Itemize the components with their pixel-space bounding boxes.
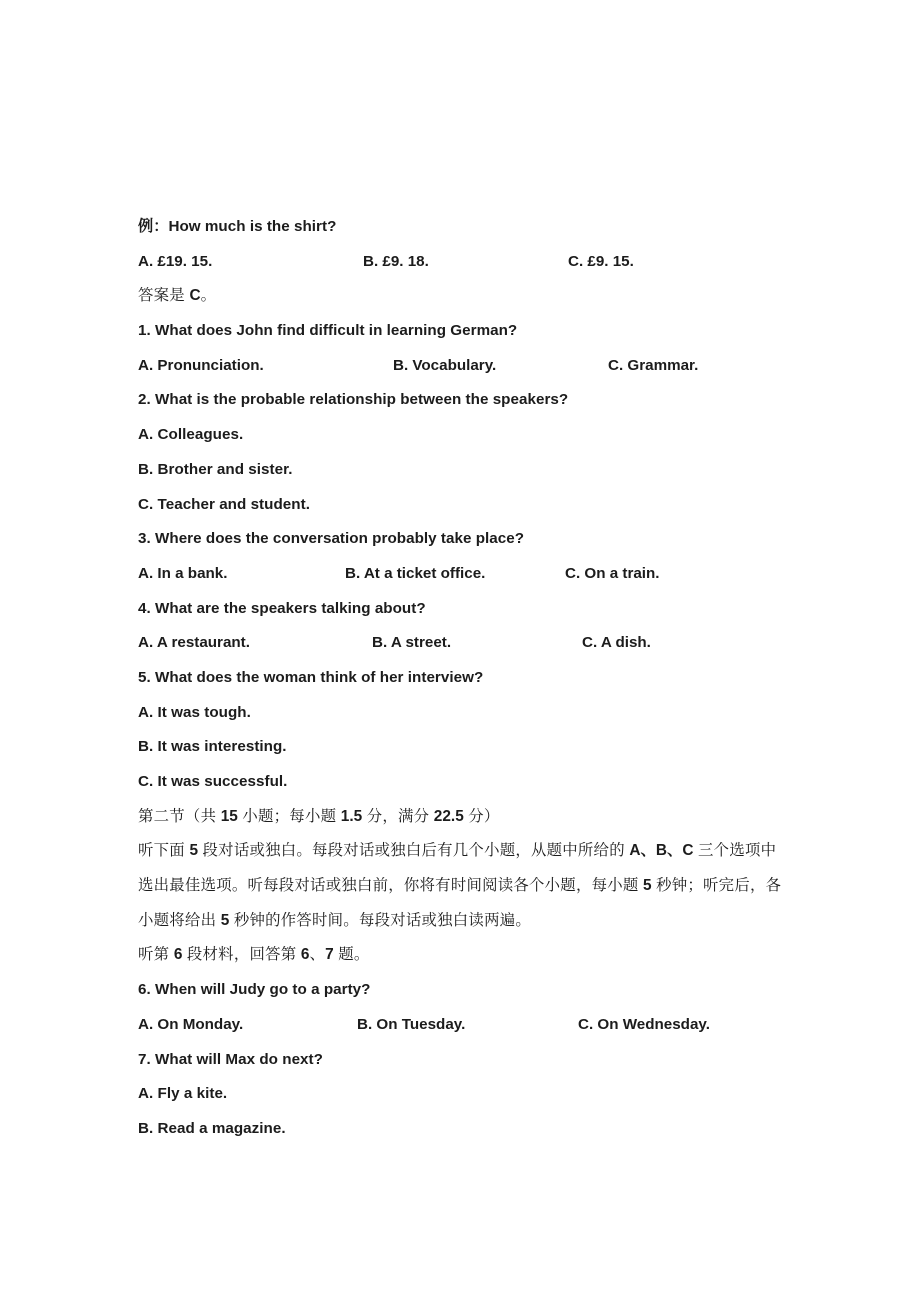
example-answer-line: 答案是 C。: [138, 287, 217, 305]
example-prompt: 例：How much is the shirt?: [138, 218, 337, 235]
section-two-heading: 第二节（共 15 小题；每小题 1.5 分，满分 22.5 分）: [138, 807, 500, 825]
section-two-instructions: 听下面 5 段对话或独白。每段对话或独白后有几个小题，从题中所给的 A、B、C 三个选项中选出最佳选项。听每段对话或独白前，你将有时间阅读各个小题，每小题 5 秒钟；听完后，各小题将给出 5 秒钟的作答时间。每段对话或独白读两遍。: [138, 842, 782, 929]
example-option-c: C. £9. 15.: [568, 252, 634, 270]
question-5-option-c: C. It was successful.: [138, 773, 288, 790]
question-3-option-a: A. In a bank.: [138, 564, 228, 582]
question-5-option-b: B. It was interesting.: [138, 738, 287, 756]
question-4-options-row: [138, 626, 798, 661]
question-1-option-a: A. Pronunciation.: [138, 356, 264, 374]
example-option-a: A. £19. 15.: [138, 252, 213, 270]
question-1-stem: 1. What does John find difficult in learning German?: [138, 322, 518, 340]
question-2-option-a: A. Colleagues.: [138, 426, 244, 444]
question-6-option-c: C. On Wednesday.: [578, 1015, 710, 1033]
question-5-stem: 5. What does the woman think of her interview?: [138, 668, 484, 686]
question-2-stem: 2. What is the probable relationship between the speakers?: [138, 391, 569, 409]
question-6-option-a: A. On Monday.: [138, 1015, 244, 1033]
question-6-options-row: [138, 1008, 798, 1043]
question-7-option-b: B. Read a magazine.: [138, 1119, 286, 1137]
question-6-option-b: B. On Tuesday.: [357, 1015, 466, 1033]
question-3-option-c: C. On a train.: [565, 564, 660, 582]
question-4-option-a: A. A restaurant.: [138, 634, 250, 652]
question-7-stem: 7. What will Max do next?: [138, 1050, 323, 1068]
question-1-option-b: B. Vocabulary.: [393, 356, 497, 374]
question-6-stem: 6. When will Judy go to a party?: [138, 981, 371, 999]
material-cue-6-7: 听第 6 段材料，回答第 6、7 题。: [138, 946, 370, 964]
question-7-option-a: A. Fly a kite.: [138, 1085, 228, 1103]
question-2-option-b: B. Brother and sister.: [138, 460, 293, 478]
example-option-b: B. £9. 18.: [363, 252, 429, 270]
question-1-option-c: C. Grammar.: [608, 356, 699, 374]
question-2-option-c: C. Teacher and student.: [138, 495, 310, 513]
question-1-options-row: [138, 349, 798, 384]
question-3-option-b: B. At a ticket office.: [345, 564, 486, 582]
example-options-row: [138, 245, 798, 280]
question-4-stem: 4. What are the speakers talking about?: [138, 599, 426, 617]
question-3-stem: 3. Where does the conversation probably take place?: [138, 530, 525, 548]
question-4-option-c: C. A dish.: [582, 634, 651, 652]
question-4-option-b: B. A street.: [372, 634, 452, 652]
question-5-option-a: A. It was tough.: [138, 703, 251, 721]
exam-text-column: [138, 210, 798, 1147]
question-3-options-row: [138, 557, 798, 592]
